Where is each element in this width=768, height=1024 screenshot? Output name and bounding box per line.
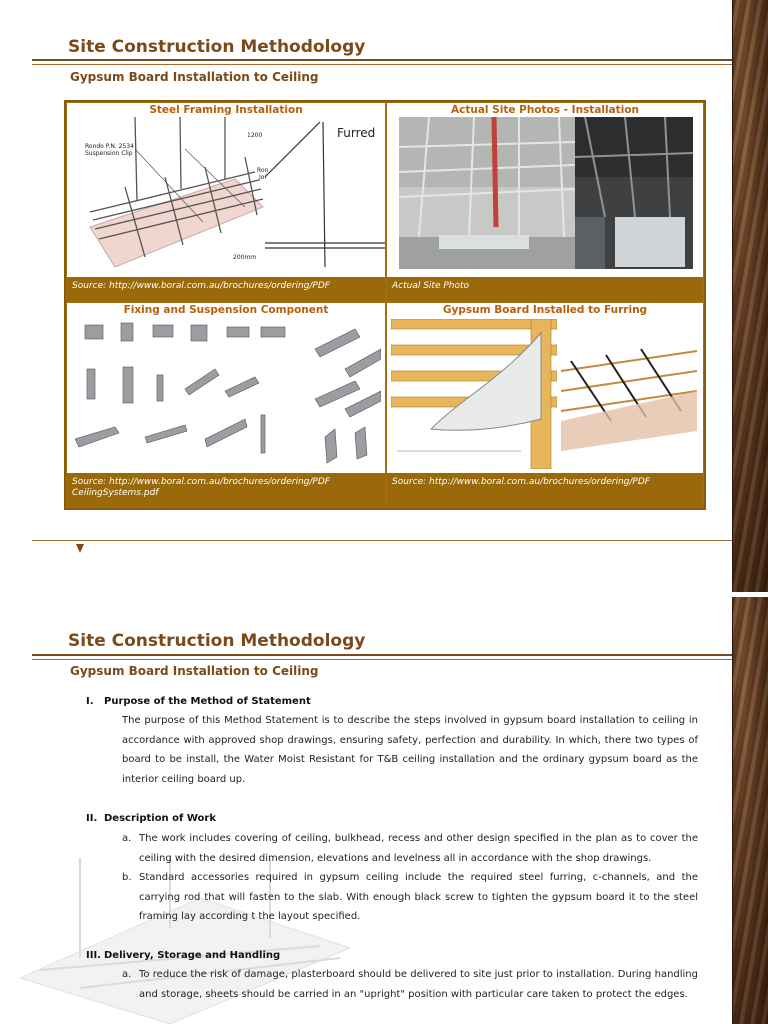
panel-source: Source: http://www.boral.com.au/brochures/ordering/PDF	[387, 473, 703, 507]
panel-fixing-components	[66, 302, 386, 508]
section-heading-2	[86, 813, 216, 824]
down-arrow-icon	[76, 544, 84, 553]
section-2-item-a	[122, 829, 698, 868]
label-ron: Ron	[257, 167, 269, 174]
panel-site-photos	[386, 102, 704, 302]
slide2-title: Site Construction Methodology	[68, 631, 366, 651]
section-number: I.	[86, 696, 94, 707]
section-3-item-a	[122, 965, 698, 1004]
section-title: Purpose of the Method of Statement	[104, 696, 311, 707]
panel-source: Actual Site Photo	[387, 277, 703, 301]
section-heading-3	[86, 950, 280, 961]
svg-text:Suspension Clip: Suspension Clip	[85, 150, 133, 157]
section-1-paragraph: The purpose of this Method Statement is to describe the steps involved in gypsum board installation to ceiling in accordance with approved shop drawings, ensuring safety, perfection and durability. In which, there two types of board to be install, the Water Moist Resistant for T&B ceiling installation and the ordinary gypsum board as the interior ceiling board up.	[122, 715, 698, 785]
wood-side-strip-bottom	[732, 597, 768, 1024]
slide2-subtitle: Gypsum Board Installation to Ceiling	[70, 664, 319, 678]
slide1-title: Site Construction Methodology	[68, 37, 366, 57]
panel-source: Source: http://www.boral.com.au/brochures/ordering/PDF CeilingSystems.pdf	[67, 473, 385, 507]
panel-heading: Gypsum Board Installed to Furring	[442, 304, 648, 316]
label-span: 1200	[247, 132, 263, 139]
panel-heading: Fixing and Suspension Component	[123, 304, 329, 316]
label-join: Joi	[259, 174, 267, 181]
board-furring-drawing-right	[561, 321, 697, 469]
item-letter: a.	[122, 833, 132, 844]
section-2-item-b	[122, 868, 698, 927]
item-letter: a.	[122, 969, 132, 980]
label-clip: Rondo P.N. 2534	[85, 143, 134, 150]
wood-side-strip-top	[732, 0, 768, 592]
title-rule-thin	[32, 64, 732, 65]
title-rule	[32, 654, 732, 656]
section-heading-1	[86, 696, 311, 707]
item-letter: b.	[122, 872, 132, 883]
section-number: II.	[86, 813, 98, 824]
panel-steel-framing	[66, 102, 386, 302]
steel-framing-drawing	[85, 117, 385, 277]
panel-heading: Steel Framing Installation	[149, 104, 303, 116]
section-title: Delivery, Storage and Handling	[104, 950, 281, 961]
panel-heading: Actual Site Photos - Installation	[450, 104, 639, 116]
item-text: To reduce the risk of damage, plasterboard should be delivered to site just prior to installation. During handling and storage, sheets should be carried in an "upright" position with particular care taken to protect the edges.	[139, 969, 698, 1000]
item-text: Standard accessories required in gypsum ceiling include the required steel furring, c-channels, and the carrying rod that will fasten to the slab. With enough black screw to tighten the gypsum board it to the steel framing lay according t the layout specified.	[139, 872, 698, 922]
panel-board-furring	[386, 302, 704, 508]
slide1-subtitle: Gypsum Board Installation to Ceiling	[70, 70, 319, 84]
image-panel-grid	[64, 100, 706, 510]
label-bottom: 200mm	[233, 254, 257, 261]
item-text: The work includes covering of ceiling, bulkhead, recess and other design specified in the plan as to cover the ceiling with the desired dimension, elevations and levelness all in accordance with the shop drawings.	[139, 833, 698, 864]
panel-source: Source: http://www.boral.com.au/brochures/ordering/PDF	[67, 277, 385, 301]
site-photo-left	[399, 117, 575, 269]
site-photo-right	[575, 117, 693, 269]
board-furring-drawing-left	[391, 319, 557, 469]
label-furred: Furred	[337, 126, 376, 140]
slide1-bottom-rule	[32, 540, 732, 541]
section-number: III.	[86, 950, 101, 961]
title-rule	[32, 59, 732, 61]
title-rule-thin	[32, 659, 732, 660]
section-title: Description of Work	[104, 813, 216, 824]
components-catalog	[75, 319, 381, 475]
